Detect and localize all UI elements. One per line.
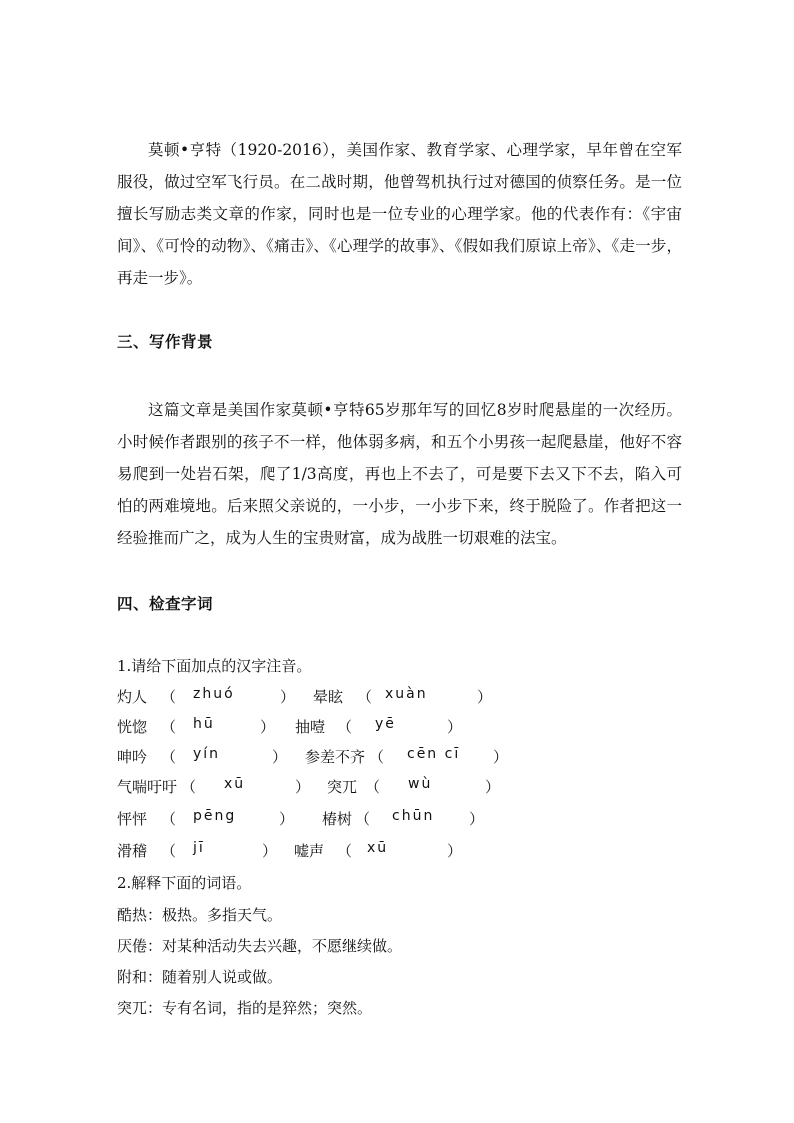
pinyin-answer: yē (375, 716, 396, 732)
word: 气喘吁吁 (117, 778, 178, 796)
definition-item: 酷热：极热。多指天气。 (117, 906, 283, 924)
pinyin-answer: chūn (392, 808, 435, 824)
pinyin-answer: pēng (193, 808, 237, 824)
open-paren: （ (181, 778, 197, 796)
open-paren: （ (369, 748, 385, 766)
close-paren: ） (279, 810, 295, 828)
question-1-prompt: 1.请给下面加点的汉字注音。 (117, 657, 312, 675)
pinyin-answer: xū (224, 776, 246, 792)
question-2-prompt: 2.解释下面的词语。 (117, 874, 252, 892)
pinyin-answer: hū (193, 716, 215, 732)
word: 灼人 (117, 688, 148, 706)
open-paren: （ (337, 842, 353, 860)
open-paren: （ (161, 810, 177, 828)
open-paren: （ (355, 810, 371, 828)
pinyin-answer: cēn cī (407, 746, 461, 762)
pinyin-answer: xū (367, 840, 389, 856)
word: 滑稽 (117, 842, 148, 860)
definition-item: 厌倦：对某种活动失去兴趣，不愿继续做。 (117, 937, 403, 955)
pinyin-answer: yín (193, 746, 221, 762)
close-paren: ） (447, 718, 463, 736)
section-heading-word-check: 四、检查字词 (117, 594, 214, 613)
open-paren: （ (337, 718, 353, 736)
close-paren: ） (485, 778, 501, 796)
close-paren: ） (262, 842, 278, 860)
writing-background-paragraph: 这篇文章是美国作家莫顿•亨特65岁那年写的回忆8岁时爬悬崖的一次经历。小时候作者跟别的孩子不一样，他体弱多病，和五个小男孩一起爬悬崖，他好不容易爬到一处岩石架，爬了1/3高度，再也上不去了，可是要下去又下不去，陷入可怕的两难境地。后来照父亲说的，一小步，一小步下来，终于脱险了。作者把这一经验推而广之，成为人生的宝贵财富，成为战胜一切艰难的法宝。 (117, 401, 682, 547)
word: 椿树 (322, 810, 353, 828)
close-paren: ） (447, 842, 463, 860)
word: 晕眩 (313, 688, 344, 706)
open-paren: （ (161, 688, 177, 706)
word: 恍惚 (117, 718, 148, 736)
open-paren: （ (357, 688, 373, 706)
open-paren: （ (365, 778, 381, 796)
word: 怦怦 (117, 810, 148, 828)
close-paren: ） (260, 718, 276, 736)
word: 嘘声 (294, 842, 325, 860)
word: 抽噎 (295, 718, 326, 736)
section-heading-writing-background: 三、写作背景 (117, 332, 214, 351)
close-paren: ） (477, 688, 493, 706)
pinyin-answer: wù (408, 776, 433, 792)
open-paren: （ (161, 748, 177, 766)
close-paren: ） (272, 748, 288, 766)
word: 突兀 (327, 778, 358, 796)
pinyin-answer: jī (193, 840, 205, 856)
word: 参差不齐 (305, 748, 366, 766)
close-paren: ） (493, 748, 509, 766)
open-paren: （ (161, 718, 177, 736)
close-paren: ） (295, 778, 311, 796)
definition-item: 突兀：专有名词，指的是猝然；突然。 (117, 999, 373, 1017)
close-paren: ） (280, 688, 296, 706)
word: 呻吟 (117, 748, 148, 766)
open-paren: （ (161, 842, 177, 860)
pinyin-answer: zhuó (193, 686, 235, 702)
pinyin-answer: xuàn (385, 686, 428, 702)
close-paren: ） (469, 810, 485, 828)
author-intro-paragraph: 莫顿•亨特（1920-2016），美国作家、教育学家、心理学家，早年曾在空军服役，做过空军飞行员。在二战时期，他曾驾机执行过对德国的侦察任务。是一位擅长写励志类文章的作家，同时也是一位专业的心理学家。他的代表作有：《宇宙间》、《可怜的动物》、《痛击》、《心理学的故事》、《假如我们原谅上帝》、《走一步，再走一步》。 (117, 141, 682, 287)
definition-item: 附和：随着别人说或做。 (117, 968, 283, 986)
